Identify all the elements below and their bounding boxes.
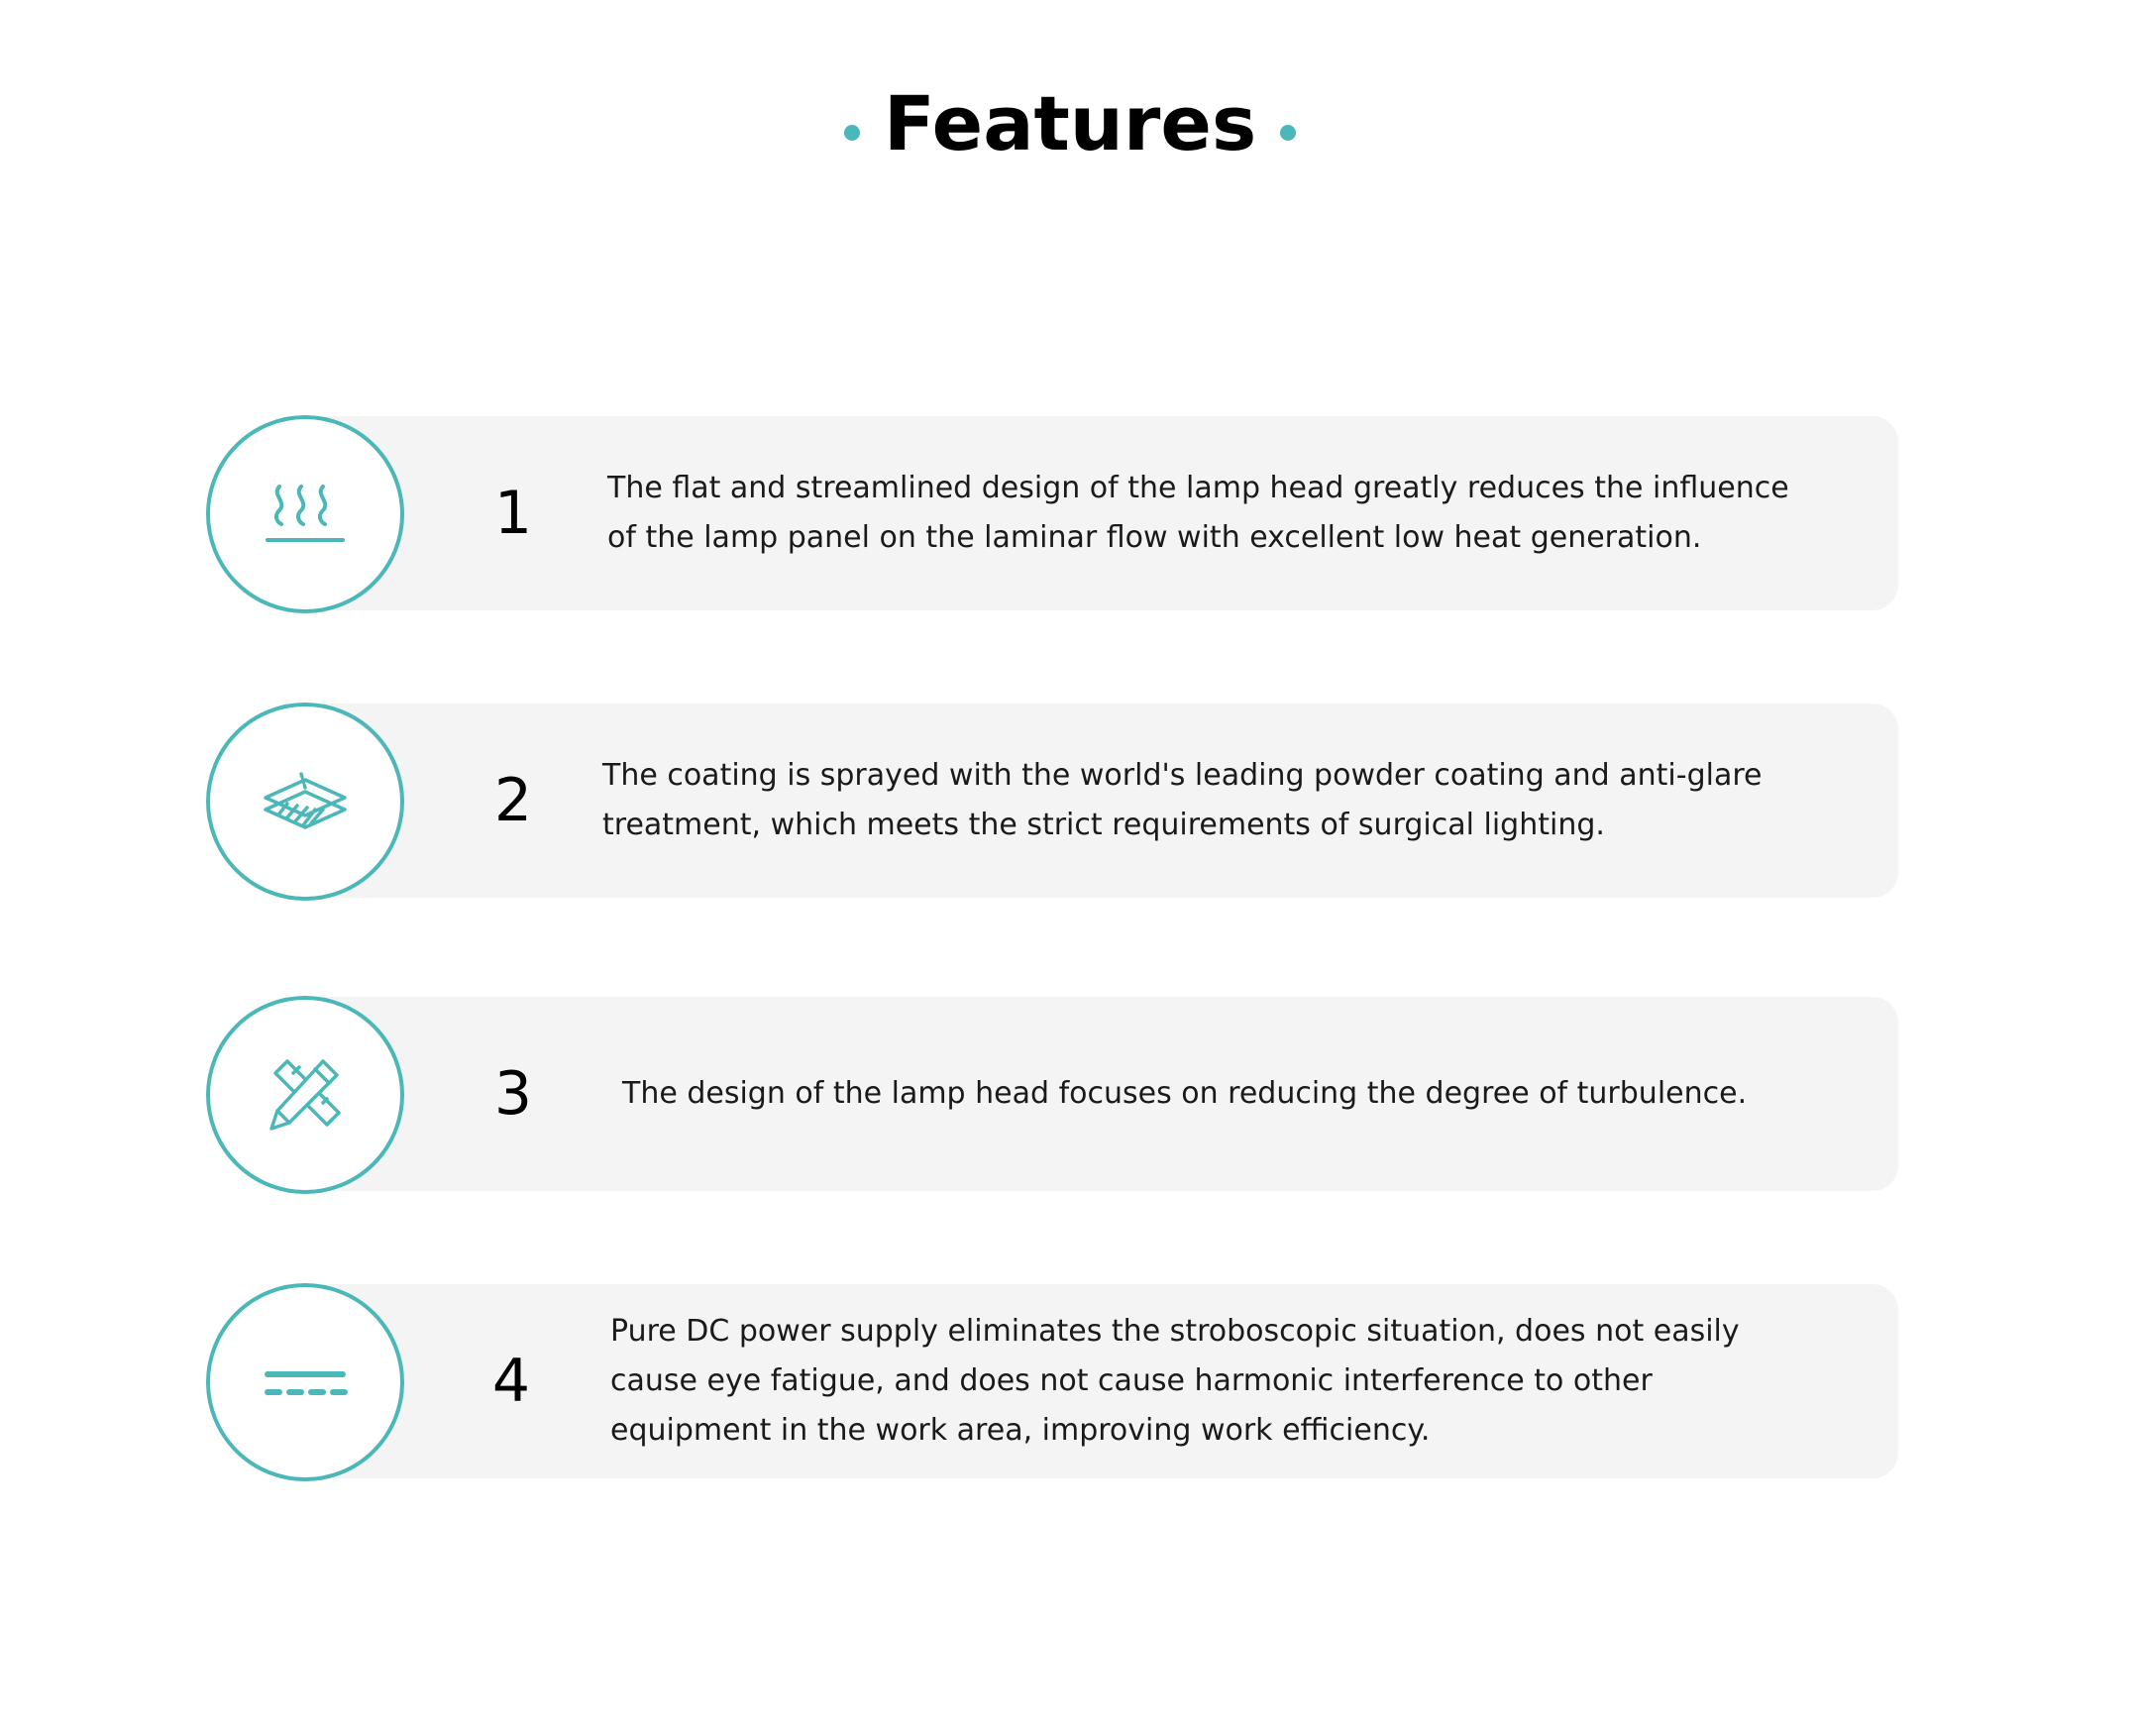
- page-title: Features: [883, 78, 1257, 167]
- feature-item-3: [206, 997, 1898, 1191]
- feature-item-1: [206, 416, 1898, 610]
- feature-number: 4: [491, 1347, 531, 1416]
- feature-icon-circle: [206, 415, 404, 613]
- feature-item-2: [206, 704, 1898, 898]
- title-left-dot: [844, 125, 860, 141]
- coating-layers-icon: [258, 754, 353, 849]
- feature-description: The coating is sprayed with the world's leading powder coating and anti-glare treatment, which meets the strict requirements of surgical lighting.: [602, 758, 1763, 842]
- feature-number: 3: [493, 1059, 533, 1129]
- feature-description: The design of the lamp head focuses on reducing the degree of turbulence.: [622, 1076, 1748, 1111]
- dc-power-icon: [258, 1335, 353, 1430]
- feature-item-4: [206, 1284, 1898, 1478]
- feature-description: The flat and streamlined design of the lamp head greatly reduces the influence of the lamp panel on the laminar flow with excellent low heat generation.: [607, 471, 1789, 555]
- pencil-ruler-icon: [258, 1047, 353, 1142]
- feature-icon-circle: [206, 703, 404, 901]
- feature-number: 1: [493, 479, 533, 548]
- feature-icon-circle: [206, 996, 404, 1194]
- feature-number: 2: [493, 766, 533, 835]
- feature-description: Pure DC power supply eliminates the stroboscopic situation, does not easily cause eye fatigue, and does not cause harmonic interference to other equipment in the work area, improving work efficiency.: [610, 1314, 1740, 1448]
- section-header: [0, 63, 2140, 182]
- title-right-dot: [1280, 125, 1296, 141]
- heat-waves-icon: [258, 467, 353, 562]
- feature-icon-circle: [206, 1283, 404, 1481]
